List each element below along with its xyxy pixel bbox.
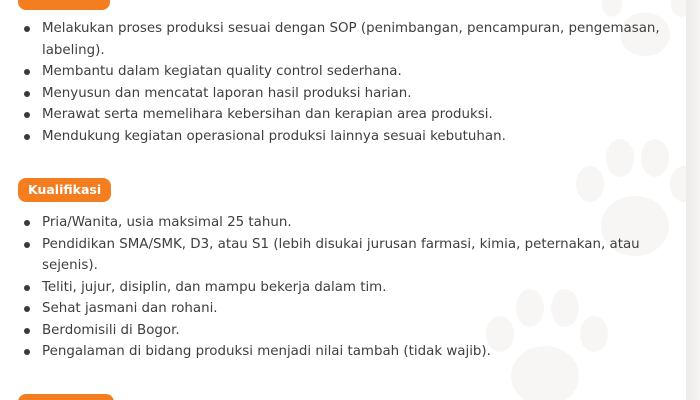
list-item: Berdomisili di Bogor.: [22, 320, 662, 342]
section-header-tasks: [18, 0, 110, 10]
bullet-icon: [24, 220, 30, 226]
bullet-icon: [24, 349, 30, 355]
bullet-icon: [24, 91, 30, 97]
bullet-icon: [24, 306, 30, 312]
list-item: Mendukung kegiatan operasional produksi lainnya sesuai kebutuhan.: [22, 126, 662, 148]
section-header-kualifikasi: Kualifikasi: [18, 178, 111, 202]
qualifications-list: [22, 212, 662, 363]
background-edge: [686, 0, 700, 400]
list-item: Teliti, jujur, disiplin, dan mampu bekerja dalam tim.: [22, 277, 662, 299]
bullet-icon: [24, 26, 30, 32]
bullet-icon: [24, 134, 30, 140]
bullet-icon: [24, 242, 30, 248]
bullet-icon: [24, 69, 30, 75]
bullet-icon: [24, 112, 30, 118]
list-item: Menyusun dan mencatat laporan hasil produksi harian.: [22, 83, 662, 105]
list-item: Pendidikan SMA/SMK, D3, atau S1 (lebih disukai jurusan farmasi, kimia, peternakan, atau sejenis).: [22, 234, 662, 277]
list-item: Sehat jasmani dan rohani.: [22, 298, 662, 320]
bullet-icon: [24, 285, 30, 291]
list-item: Merawat serta memelihara kebersihan dan kerapian area produksi.: [22, 104, 662, 126]
list-item: Melakukan proses produksi sesuai dengan SOP (penimbangan, pencampuran, pengemasan, labeling).: [22, 18, 662, 61]
list-item: Membantu dalam kegiatan quality control sederhana.: [22, 61, 662, 83]
list-item: Pria/Wanita, usia maksimal 25 tahun.: [22, 212, 662, 234]
tasks-list: [22, 18, 662, 147]
bullet-icon: [24, 328, 30, 334]
section-header-next: [18, 394, 114, 400]
list-item: Pengalaman di bidang produksi menjadi nilai tambah (tidak wajib).: [22, 341, 662, 363]
